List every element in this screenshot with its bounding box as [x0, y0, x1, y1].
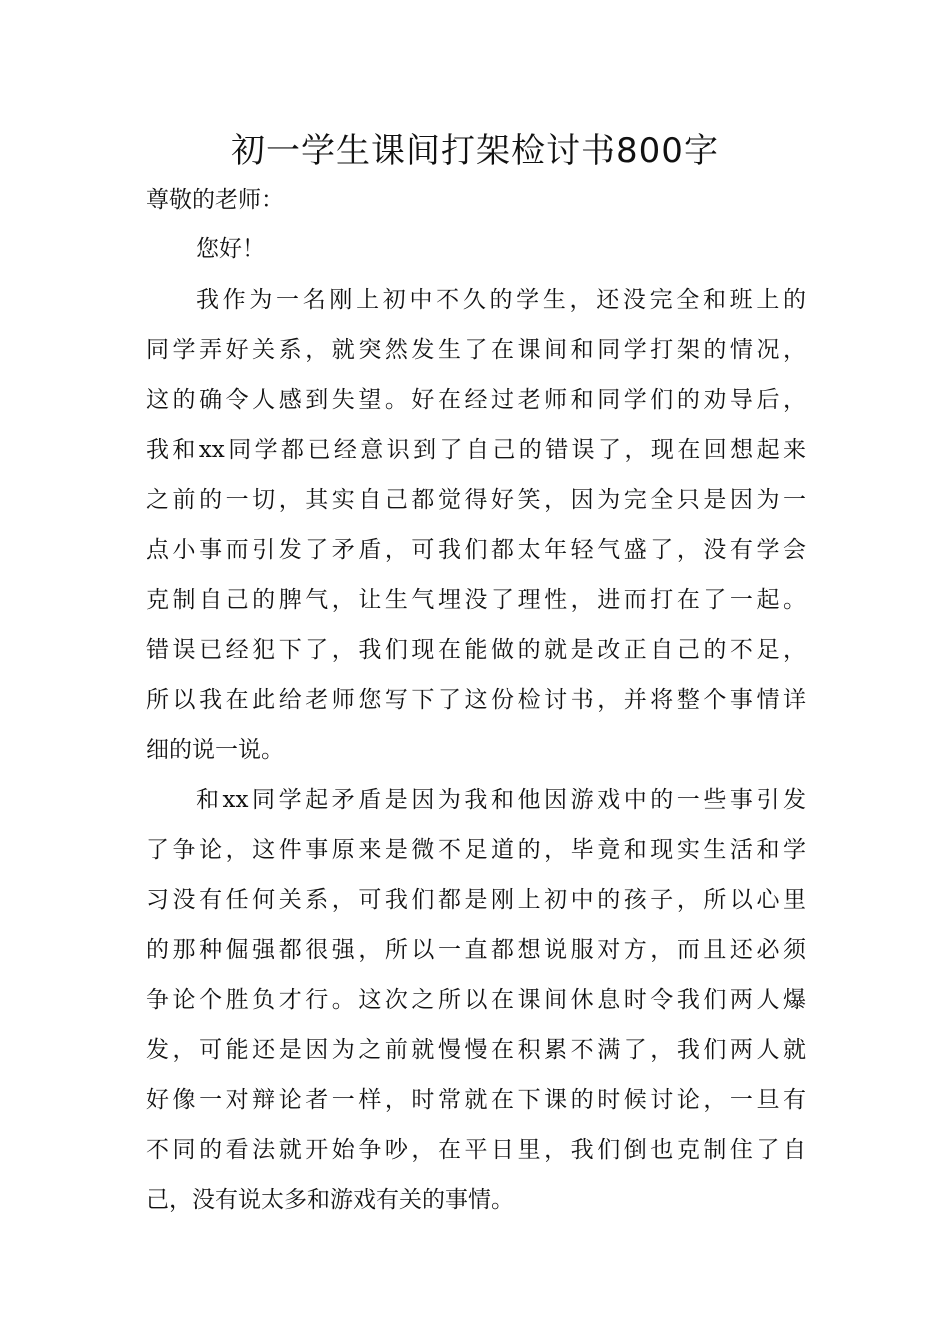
paragraph-line: 细的说一说。	[146, 737, 284, 763]
paragraph-line: 了争论，这件事原来是微不足道的，毕竟和现实生活和学	[146, 837, 806, 863]
document-title: 初一学生课间打架检讨书800字	[231, 131, 719, 171]
paragraph-line: 我和xx同学都已经意识到了自己的错误了，现在回想起来	[146, 437, 806, 463]
paragraph-line: 这的确令人感到失望。好在经过老师和同学们的劝导后，	[146, 387, 806, 413]
paragraph-line: 点小事而引发了矛盾，可我们都太年轻气盛了，没有学会	[146, 537, 806, 563]
salutation: 尊敬的老师：	[146, 187, 284, 213]
paragraph-line: 习没有任何关系，可我们都是刚上初中的孩子，所以心里	[146, 887, 806, 913]
paragraph-line: 和xx同学起矛盾是因为我和他因游戏中的一些事引发	[196, 787, 806, 813]
paragraph-line: 同学弄好关系，就突然发生了在课间和同学打架的情况，	[146, 337, 806, 363]
paragraph-line: 的那种倔强都很强，所以一直都想说服对方，而且还必须	[146, 937, 806, 963]
paragraph-line: 不同的看法就开始争吵，在平日里，我们倒也克制住了自	[146, 1137, 806, 1163]
paragraph-line: 之前的一切，其实自己都觉得好笑，因为完全只是因为一	[146, 487, 806, 513]
paragraph-line: 好像一对辩论者一样，时常就在下课的时候讨论，一旦有	[146, 1087, 806, 1113]
paragraph-line: 争论个胜负才行。这次之所以在课间休息时令我们两人爆	[146, 987, 806, 1013]
paragraph-line: 克制自己的脾气，让生气埋没了理性，进而打在了一起。	[146, 587, 806, 613]
paragraph-line: 己，没有说太多和游戏有关的事情。	[146, 1187, 514, 1213]
paragraph-line: 所以我在此给老师您写下了这份检讨书，并将整个事情详	[146, 687, 806, 713]
paragraph-line: 我作为一名刚上初中不久的学生，还没完全和班上的	[196, 287, 806, 313]
greeting: 您好！	[196, 236, 265, 262]
paragraph-line: 错误已经犯下了，我们现在能做的就是改正自己的不足，	[146, 637, 806, 663]
paragraph-line: 发，可能还是因为之前就慢慢在积累不满了，我们两人就	[146, 1037, 806, 1063]
